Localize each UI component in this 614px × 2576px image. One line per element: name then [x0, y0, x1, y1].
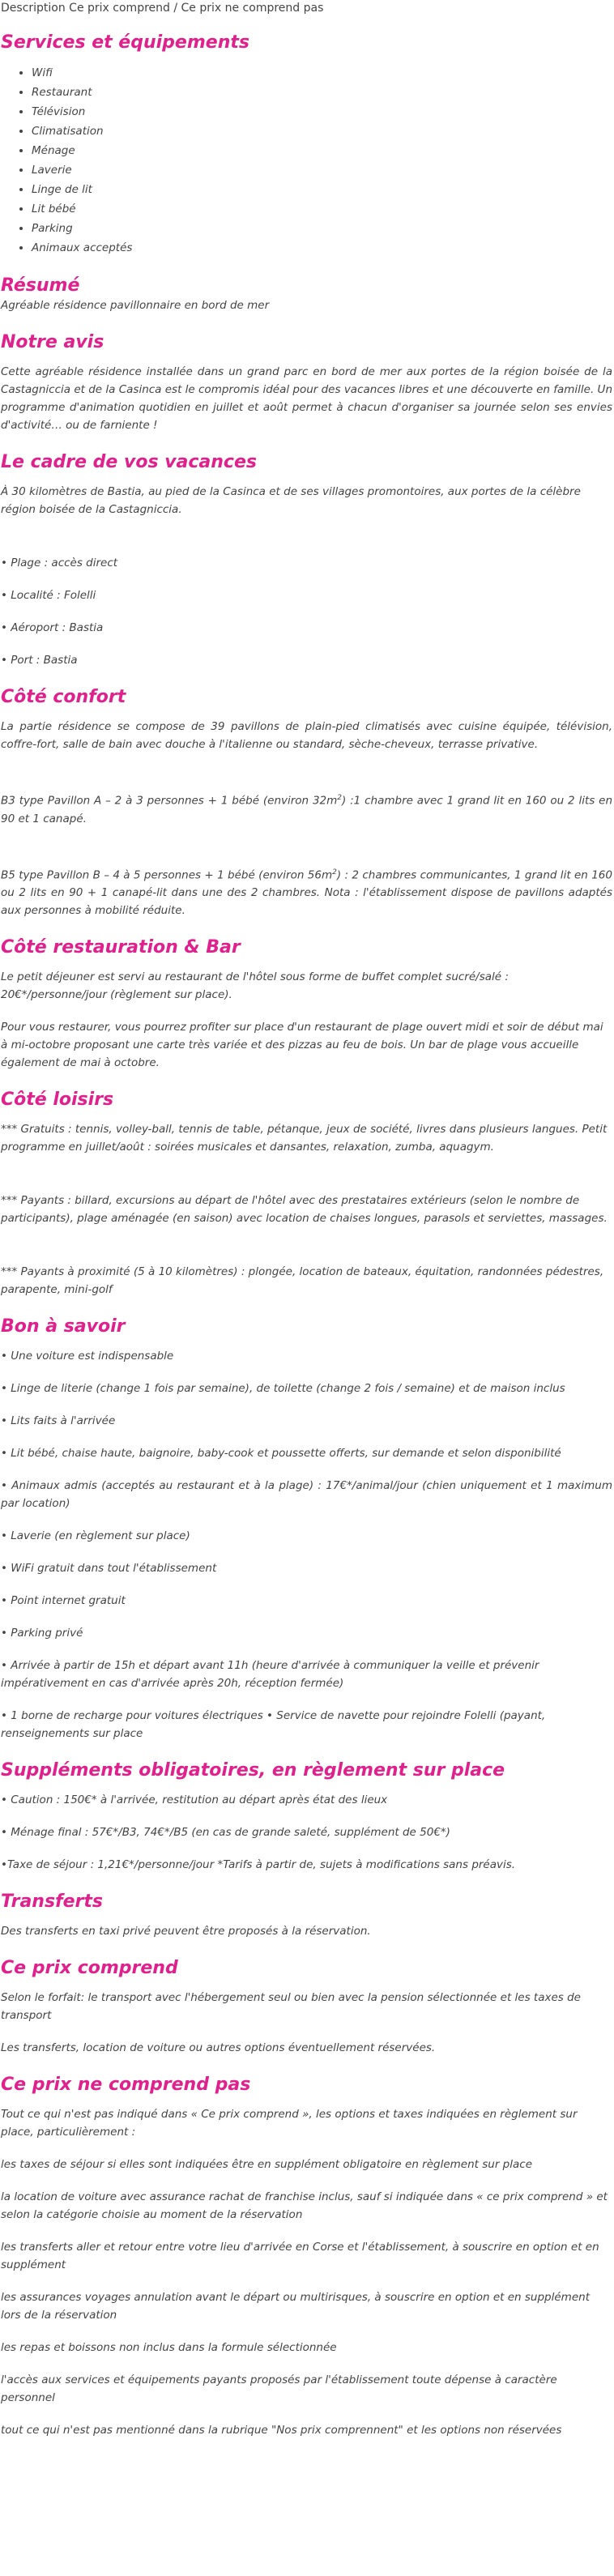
service-item: • Ménage: [32, 141, 612, 160]
savoir-item: • Parking privé: [1, 1627, 83, 1640]
top-tabs-line: Description Ce prix comprend / Ce prix ne comprend pas: [1, 2, 324, 15]
comprend-p1: Selon le forfait: le transport avec l'hébergement seul ou bien avec la pension sélectionnée et les taxes de transport: [1, 1991, 581, 2022]
ne-comprend-item: la location de voiture avec assurance rachat de franchise inclus, sauf si indiquée dans « ce prix comprend » et selon la catégorie choisie au moment de la réservation: [1, 2190, 608, 2221]
cadre-title: Le cadre de vos vacances: [1, 452, 257, 472]
cadre-bullet: • Aéroport : Bastia: [1, 621, 104, 634]
savoir-item: • Animaux admis (acceptés au restaurant et à la plage) : 17€*/animal/jour (chien uniquement et 1 maximum par location): [1, 1479, 612, 1510]
resume-text: Agréable résidence pavillonnaire en bord de mer: [1, 299, 270, 312]
service-item: • Restaurant: [32, 83, 612, 102]
savoir-item: • Arrivée à partir de 15h et départ avant 11h (heure d'arrivée à communiquer la veille et prévenir impérativement en cas d'arrivée après 20h, réception fermée): [1, 1659, 539, 1690]
loisirs-title: Côté loisirs: [1, 1090, 114, 1110]
ne-comprend-title: Ce prix ne comprend pas: [1, 2075, 251, 2095]
ne-comprend-item: les taxes de séjour si elles sont indiquées être en supplément obligatoire en règlement sur place: [1, 2158, 533, 2171]
avis-title: Notre avis: [1, 332, 104, 352]
confort-b3: B3 type Pavillon A – 2 à 3 personnes + 1 bébé (environ $32m^2$) :1 chambre avec 1 grand lit en 160 ou 2 lits en 90 et 1 canapé.: [1, 794, 612, 825]
cadre-bullet: • Port : Bastia: [1, 654, 78, 667]
cadre-bullet: • Plage : accès direct: [1, 557, 118, 569]
comprend-title: Ce prix comprend: [1, 1958, 178, 1978]
savoir-title: Bon à savoir: [1, 1316, 126, 1337]
service-item: • Climatisation: [32, 122, 612, 141]
loisirs-p2: *** Payants : billard, excursions au départ de l'hôtel avec des prestataires extérieurs (selon le nombre de participants), plage aménagée (en saison) avec location de chaises longues, parasols et serviettes, massages.: [1, 1194, 608, 1225]
confort-title: Côté confort: [1, 687, 126, 707]
restauration-p1: Le petit déjeuner est servi au restaurant de l'hôtel sous forme de buffet complet sucré/salé : 20€*/personne/jour (règlement sur place).: [1, 970, 509, 1001]
comprend-p2: Les transferts, location de voiture ou autres options éventuellement réservées.: [1, 2041, 436, 2054]
transferts-text: Des transferts en taxi privé peuvent être proposés à la réservation.: [1, 1925, 371, 1938]
service-item: • Linge de lit: [32, 180, 612, 199]
service-item: • Lit bébé: [32, 199, 612, 219]
restauration-p2: Pour vous restaurer, vous pourrez profiter sur place d'un restaurant de plage ouvert midi et soir de début mai à mi-octobre proposant une carte très variée et des pizzas au feu de bois. Un bar de plage vous accueille également de mai à octobre.: [1, 1021, 603, 1069]
supplement-item: •Taxe de séjour : 1,21€*/personne/jour *Tarifs à partir de, sujets à modifications sans préavis.: [1, 1858, 516, 1871]
ne-comprend-item: les transferts aller et retour entre votre lieu d'arrivée en Corse et l'établissement, à souscrire en option et en supplément: [1, 2241, 599, 2271]
savoir-item: • WiFi gratuit dans tout l'établissement: [1, 1562, 217, 1575]
cadre-text: À 30 kilomètres de Bastia, au pied de la Casinca et de ses villages promontoires, aux portes de la célèbre région boisée de la Castagniccia.: [1, 485, 581, 516]
service-item: • Télévision: [32, 102, 612, 122]
supplement-item: • Ménage final : 57€*/B3, 74€*/B5 (en cas de grande saleté, supplément de 50€*): [1, 1826, 450, 1839]
confort-text: La partie résidence se compose de 39 pavillons de plain-pied climatisés avec cuisine équipée, télévision, coffre-fort, salle de bain avec douche à l'italienne ou standard, sèche-cheveux, terrasse privative.: [1, 720, 612, 751]
savoir-item: • Laverie (en règlement sur place): [1, 1529, 190, 1542]
supplement-item: • Caution : 150€* à l'arrivée, restitution au départ après état des lieux: [1, 1793, 388, 1806]
savoir-item: • Lits faits à l'arrivée: [1, 1414, 116, 1427]
services-title: Services et équipements: [1, 32, 249, 53]
cadre-bullet: • Localité : Folelli: [1, 589, 96, 602]
avis-text: Cette agréable résidence installée dans un grand parc en bord de mer aux portes de la région boisée de la Castagniccia et de la Casinca est le compromis idéal pour des vacances libres et une découverte en famille. Un programme d'animation quotidien en juillet et août permet à chacun d'organiser sa journée selon ses envies d'activité… ou de farniente !: [1, 365, 612, 432]
supplements-title: Suppléments obligatoires, en règlement sur place: [1, 1760, 505, 1781]
savoir-item: • 1 borne de recharge pour voitures électriques • Service de navette pour rejoindre Folelli (payant, renseignements sur place: [1, 1709, 546, 1740]
savoir-item: • Lit bébé, chaise haute, baignoire, baby-cook et poussette offerts, sur demande et selon disponibilité: [1, 1447, 561, 1460]
ne-comprend-item: les assurances voyages annulation avant le départ ou multirisques, à souscrire en option et en supplément lors de la réservation: [1, 2291, 590, 2322]
services-list: [1, 63, 612, 258]
restauration-title: Côté restauration & Bar: [1, 937, 241, 957]
service-item: • Wifi: [32, 63, 612, 83]
confort-b5: B5 type Pavillon B – 4 à 5 personnes + 1 bébé (environ $56m^2$) : 2 chambres communicantes, 1 grand lit en 160 ou 2 lits en 90 + 1 canapé-lit dans une des 2 chambres. Nota : l'établissement dispose de pavillons adaptés aux personnes à mobilité réduite.: [1, 868, 612, 917]
transferts-title: Transferts: [1, 1891, 103, 1912]
ne-comprend-item: tout ce qui n'est pas mentionné dans la rubrique "Nos prix comprennent" et les options non réservées: [1, 2424, 562, 2437]
resume-title: Résumé: [1, 275, 80, 296]
service-item: • Parking: [32, 219, 612, 238]
savoir-item: • Point internet gratuit: [1, 1594, 126, 1607]
ne-comprend-item: l'accès aux services et équipements payants proposés par l'établissement toute dépense à caractère personnel: [1, 2373, 557, 2404]
ne-comprend-item: Tout ce qui n'est pas indiqué dans « Ce prix comprend », les options et taxes indiquées en règlement sur place, particulièrement :: [1, 2108, 578, 2139]
savoir-item: • Une voiture est indispensable: [1, 1350, 174, 1363]
savoir-item: • Linge de literie (change 1 fois par semaine), de toilette (change 2 fois / semaine) et de maison inclus: [1, 1382, 565, 1395]
loisirs-p3: *** Payants à proximité (5 à 10 kilomètres) : plongée, location de bateaux, équitation, randonnées pédestres, parapente, mini-golf: [1, 1265, 604, 1296]
ne-comprend-item: les repas et boissons non inclus dans la formule sélectionnée: [1, 2341, 337, 2354]
service-item: • Laverie: [32, 160, 612, 180]
loisirs-p1: *** Gratuits : tennis, volley-ball, tennis de table, pétanque, jeux de société, livres dans plusieurs langues. Petit programme en juillet/août : soirées musicales et dansantes, relaxation, zumba, aquagym.: [1, 1123, 608, 1154]
service-item: • Animaux acceptés: [32, 238, 612, 258]
